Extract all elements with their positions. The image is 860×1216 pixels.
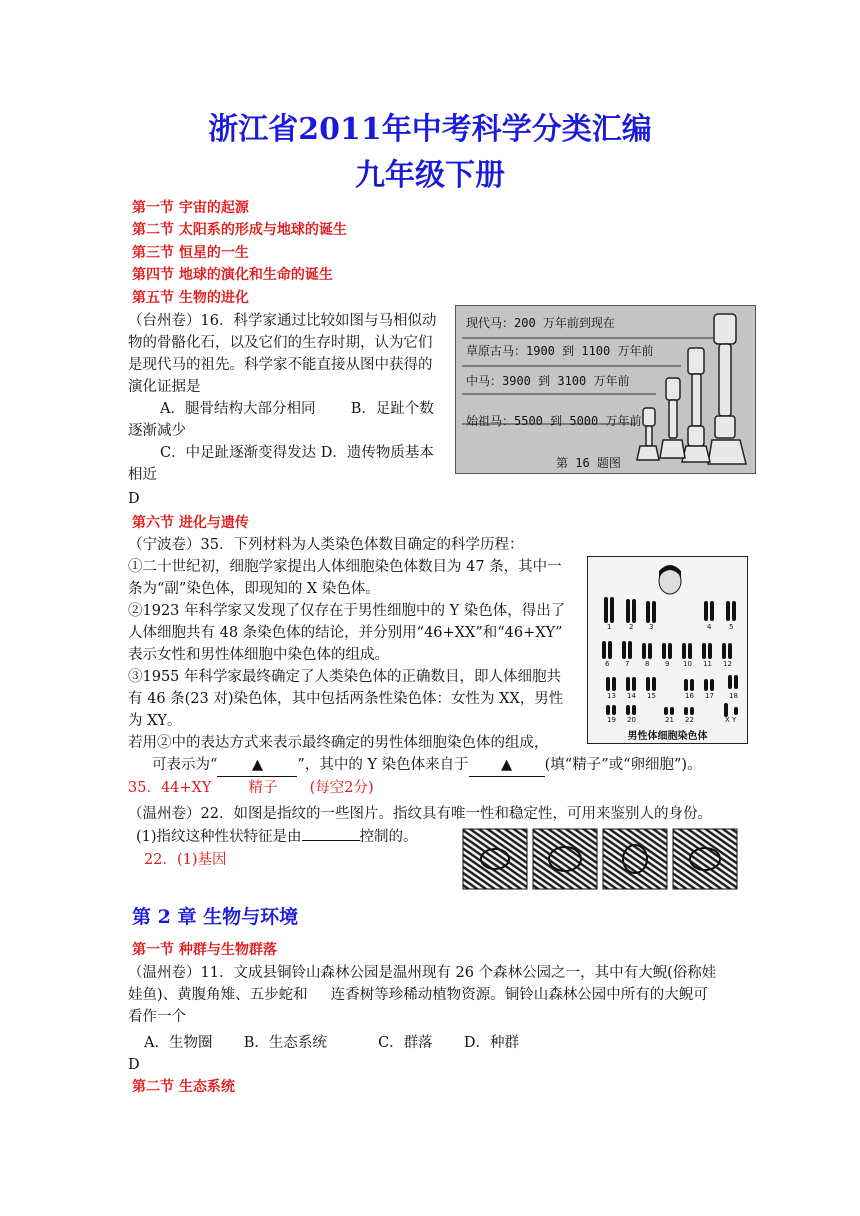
document-subtitle: 九年级下册 [355,158,505,193]
chromosome-number: 18 [729,692,738,700]
answer-blank[interactable]: ▲ [217,754,297,777]
question-text: （宁波卷）35．下列材料为人类染色体数目确定的科学历程： [128,537,524,553]
horse-bones-illustration [456,306,755,473]
chromosome-number: 3 [649,623,654,631]
answer: D [128,1057,140,1073]
chromosome-number: 7 [625,660,630,668]
chromosome-number: 8 [645,660,650,668]
section-heading: 第五节 生物的进化 [132,290,249,306]
answer: D [128,491,140,507]
question-text: 有 46 条(23 对)染色体，其中包括两条性染色体：女性为 XX，男性 [128,691,564,707]
option-row [128,398,436,420]
option-a: A．生物圈 [144,1035,213,1051]
text-fragment: 控制的。 [359,829,418,845]
option-d: D．种群 [463,1035,520,1051]
question-11 [128,962,716,1076]
question-text: （温州卷）22．如图是指纹的一些图片。指纹具有唯一性和稳定性，可用来鉴别人的身份。 [128,806,712,822]
chromosome-number: 1 [607,623,612,631]
chromosome-number: 2 [629,623,634,631]
question-text: 演化证据是 [128,379,201,395]
option-a: A．腿骨结构大部分相同 [160,401,316,417]
question-text: ③1955 年科学家最终确定了人类染色体的正确数目，即人体细胞共 [128,669,562,685]
section-heading: 第一节 种群与生物群落 [132,942,277,958]
question-text: 人体细胞共有 48 条染色体的结论，并分别用“46+XX”和“46+XY” [128,625,563,641]
fingerprint-images [462,828,740,890]
section-heading: 第二节 太阳系的形成与地球的诞生 [132,222,347,238]
question-text: （温州卷）11．文成县铜铃山森林公园是温州现有 26 个森林公园之一，其中有大鲵(俗称娃 [128,965,717,981]
chapter-heading [132,905,298,929]
answer: 22．(1)基因 [144,852,227,868]
question-text: 若用②中的表达方式来表示最终确定的男性体细胞染色体的组成， [128,735,549,751]
chromosome-number: 4 [707,623,712,631]
text-fragment: (填“精子”或“卵细胞”)。 [544,757,702,773]
chromosome-number: 14 [627,692,636,700]
question-text: 是现代马的祖先。科学家不能直接从图中获得的 [128,357,433,373]
section-heading: 第四节 地球的演化和生命的诞生 [132,267,333,283]
horse-label: 草原古马：1900 到 1100 万年前 [466,344,654,358]
chromosome-number: 10 [683,660,692,668]
question-text: 看作一个 [128,1009,186,1025]
question-16 [128,310,436,510]
chromosome-number: 6 [605,660,610,668]
chromosome-number: 15 [647,692,656,700]
option-row [128,442,436,464]
option-b: B．足趾个数 [350,401,434,417]
figure-caption: 第 16 题图 [556,456,621,470]
horse-label: 现代马：200 万年前到现在 [466,316,615,330]
chromosome-number: 13 [607,692,616,700]
chromosome-number: 21 [665,716,674,724]
document-title: 浙江省2011年中考科学分类汇编 [208,112,652,147]
section-heading: 第一节 宇宙的起源 [132,200,249,216]
question-text: ①二十世纪初，细胞学家提出人体细胞染色体数目为 47 条，其中一 [128,559,562,575]
option-c: C．中足趾逐渐变得发达 [160,445,317,461]
horse-evolution-figure [455,305,756,474]
chromosome-number: X Y [725,716,737,724]
option-b: B．生态系统 [243,1035,327,1051]
text-fragment: (1)指纹这种性状特征是由 [136,829,302,845]
fill-blank-line [136,826,418,848]
section-heading: 第三节 恒星的一生 [132,245,249,261]
option-row [128,1032,716,1054]
chapter-name: 生物与环境 [203,906,299,928]
chapter-number: 第 2 章 [132,906,197,928]
chromosome-number: 22 [685,716,694,724]
question-text: 物的骨骼化石，以及它们的生存时期，认为它们 [128,335,433,351]
option-d-cont: 相近 [128,467,157,483]
horse-label: 中马：3900 到 3100 万年前 [466,374,630,388]
option-d: D．遗传物质基本 [320,445,434,461]
question-text: 表示女性和男性体细胞中染色体的组成。 [128,647,389,663]
section-heading: 第二节 生态系统 [132,1079,235,1095]
chromosome-number: 20 [627,716,636,724]
chromosome-number: 19 [607,716,616,724]
figure-caption: 男性体细胞染色体 [627,731,708,742]
horse-label: 始祖马：5500 到 5000 万年前 [466,414,642,428]
fingerprint-figure [462,828,740,890]
chromosome-number: 12 [723,660,732,668]
fill-blank-line [128,754,702,777]
section-heading: 第六节 进化与遗传 [132,515,249,531]
karyotype-figure [587,556,748,744]
answer-blank[interactable]: ▲ [469,754,545,777]
option-c: C．群落 [378,1035,433,1051]
text-fragment: 可表示为“ [152,757,218,773]
chromosome-number: 17 [705,692,714,700]
question-text: 条为“副”染色体，即现知的 X 染色体。 [128,581,380,597]
answer-blank[interactable] [302,840,360,841]
chromosome-number: 5 [729,623,734,631]
answer: 35．44+XY 精子 (每空2分) [128,780,374,796]
question-text: （台州卷）16．科学家通过比较如图与马相似动 [128,313,437,329]
chromosome-number: 9 [665,660,670,668]
option-b-cont: 逐渐减少 [128,423,186,439]
chromosome-number: 16 [685,692,694,700]
question-text: 娃鱼)、黄腹角雉、五步蛇和 连香树等珍稀动植物资源。铜铃山森林公园中所有的大鲵可 [128,987,708,1003]
chromosome-number: 11 [703,660,712,668]
question-text: 为 XY。 [128,713,182,729]
text-fragment: ”，其中的 Y 染色体来自于 [297,757,469,773]
question-text: ②1923 年科学家又发现了仅存在于男性细胞中的 Y 染色体，得出了 [128,603,566,619]
